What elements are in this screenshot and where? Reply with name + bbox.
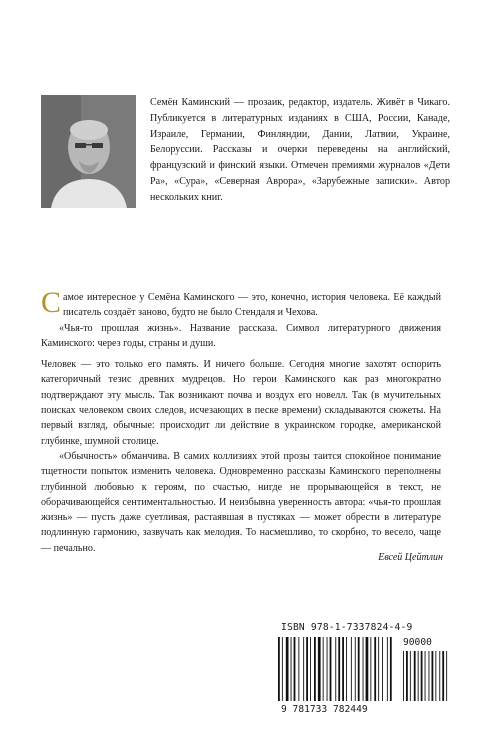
essay-paragraph-3: Человек — это только его память. И ничего больше. Сегодня многие захотят оспорить категоричный тезис древних мудрецов. Но герои Каминского как раз многократно подтверждают эту мысль. Так возникают почва и воздух его новелл. Так (в мучительных поисках человеком своих следов, исчезающих в песке времени) складываются сюжеты. На первый взгляд, обычные: происходит ли действие в украинском городке, американской глубинке, шумной столице.: [41, 359, 441, 447]
essay-paragraph-4: «Обычность» обманчива. В самих коллизиях этой прозы таится спокойное понимание тщетности попыток изменить человека. Одновременно рассказы Каминского переполнены глубинной любовью к героям, по счастью, нигде не прорывающейся в текст, не оборачивающейся сентиментальностью. И неизбывна уверенность автора: «чья-то прошлая жизнь» — пусть даже суетливая, растаявшая в пустяках — может обрести в литературе подлинную гармонию, зазвучать как мелодия. То насмешливо, то скорбно, то весело, чаще — печально.: [41, 450, 441, 554]
essay-paragraph-1: [41, 286, 441, 321]
portrait-image: [41, 95, 136, 208]
essay-paragraph-2: «Чья-то прошлая жизнь». Название рассказа. Символ литературного движения Каминского: через годы, страны и души.: [41, 322, 441, 349]
author-photo: [41, 95, 136, 208]
essay-signature: Евсей Цейтлин: [378, 552, 443, 563]
barcode-number: 9 781733 782449: [281, 704, 368, 715]
barcode-addon: 90000: [403, 637, 432, 648]
isbn-label: ISBN 978-1-7337824-4-9: [281, 622, 413, 633]
author-bio: Семён Каминский — прозаик, редактор, издатель. Живёт в Чикаго. Публикуется в литературных изданиях в США, России, Канаде, Израиле, Германии, Финляндии, Дании, Латвии, Украине, Белоруссии. Рассказы и очерки переведены на английский, французский и финский языки. Отмечен премиями журналов «Дети Ра», «Сура», «Северная Аврора», «Зарубежные записки». Автор нескольких книг.: [150, 97, 450, 203]
essay-paragraph-1-text: амое интересное у Семёна Каминского — это, конечно, история человека. Её каждый писатель создаёт заново, будто не было Стендаля и Чехова.: [63, 292, 441, 319]
essay-text: [41, 286, 441, 556]
drop-cap: С: [41, 286, 62, 319]
isbn-barcode: [275, 622, 451, 716]
